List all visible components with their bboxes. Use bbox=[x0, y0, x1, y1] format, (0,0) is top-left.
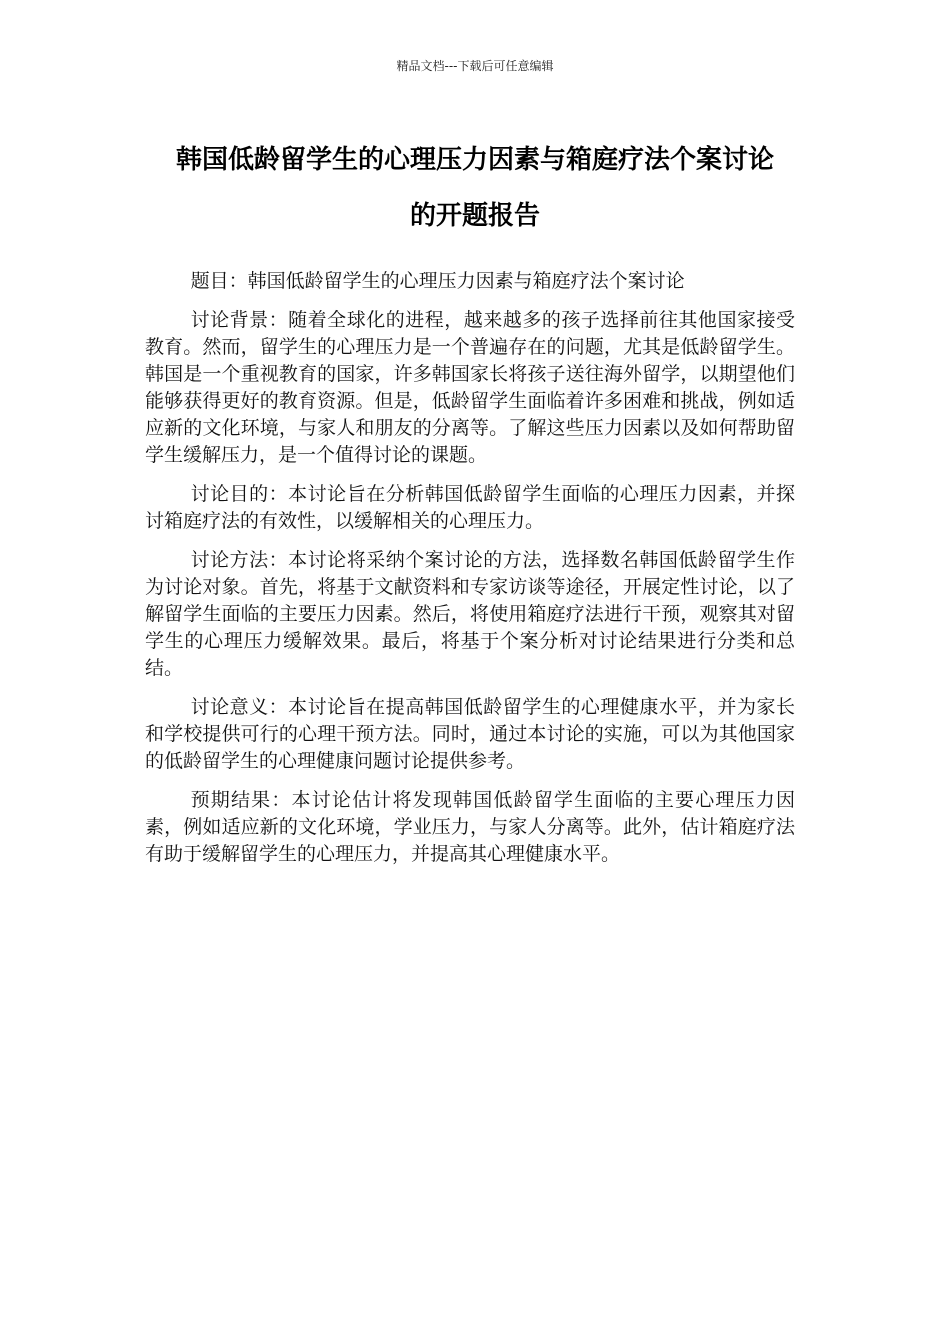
significance-paragraph: 讨论意义：本讨论旨在提高韩国低龄留学生的心理健康水平，并为家长和学校提供可行的心理干预方法。同时，通过本讨论的实施，可以为其他国家的低龄留学生的心理健康问题讨论提供参考。 bbox=[145, 696, 795, 772]
document-title-line-1: 韩国低龄留学生的心理压力因素与箱庭疗法个案讨论 bbox=[175, 145, 774, 175]
document-title bbox=[120, 132, 830, 244]
document-body bbox=[145, 268, 795, 880]
method-paragraph: 讨论方法：本讨论将采纳个案讨论的方法，选择数名韩国低龄留学生作为讨论对象。首先，将基于文献资料和专家访谈等途径，开展定性讨论，以了解留学生面临的主要压力因素。然后，将使用箱庭疗法进行干预，观察其对留学生的心理压力缓解效果。最后，将基于个案分析对讨论结果进行分类和总结。 bbox=[145, 549, 795, 679]
background-paragraph: 讨论背景：随着全球化的进程，越来越多的孩子选择前往其他国家接受教育。然而，留学生的心理压力是一个普遍存在的问题，尤其是低龄留学生。韩国是一个重视教育的国家，许多韩国家长将孩子送往海外留学，以期望他们能够获得更好的教育资源。但是，低龄留学生面临着许多困难和挑战，例如适应新的文化环境，与家人和朋友的分离等。了解这些压力因素以及如何帮助留学生缓解压力，是一个值得讨论的课题。 bbox=[145, 309, 795, 466]
expected-results-paragraph: 预期结果：本讨论估计将发现韩国低龄留学生面临的主要心理压力因素，例如适应新的文化环境，学业压力，与家人分离等。此外，估计箱庭疗法有助于缓解留学生的心理压力，并提高其心理健康水平。 bbox=[145, 789, 795, 865]
topic-paragraph: 题目：韩国低龄留学生的心理压力因素与箱庭疗法个案讨论 bbox=[190, 270, 685, 292]
purpose-paragraph: 讨论目的：本讨论旨在分析韩国低龄留学生面临的心理压力因素，并探讨箱庭疗法的有效性，以缓解相关的心理压力。 bbox=[145, 483, 795, 532]
document-title-line-2: 的开题报告 bbox=[409, 201, 540, 231]
header-note: 精品文档---下载后可任意编辑 bbox=[396, 59, 554, 73]
